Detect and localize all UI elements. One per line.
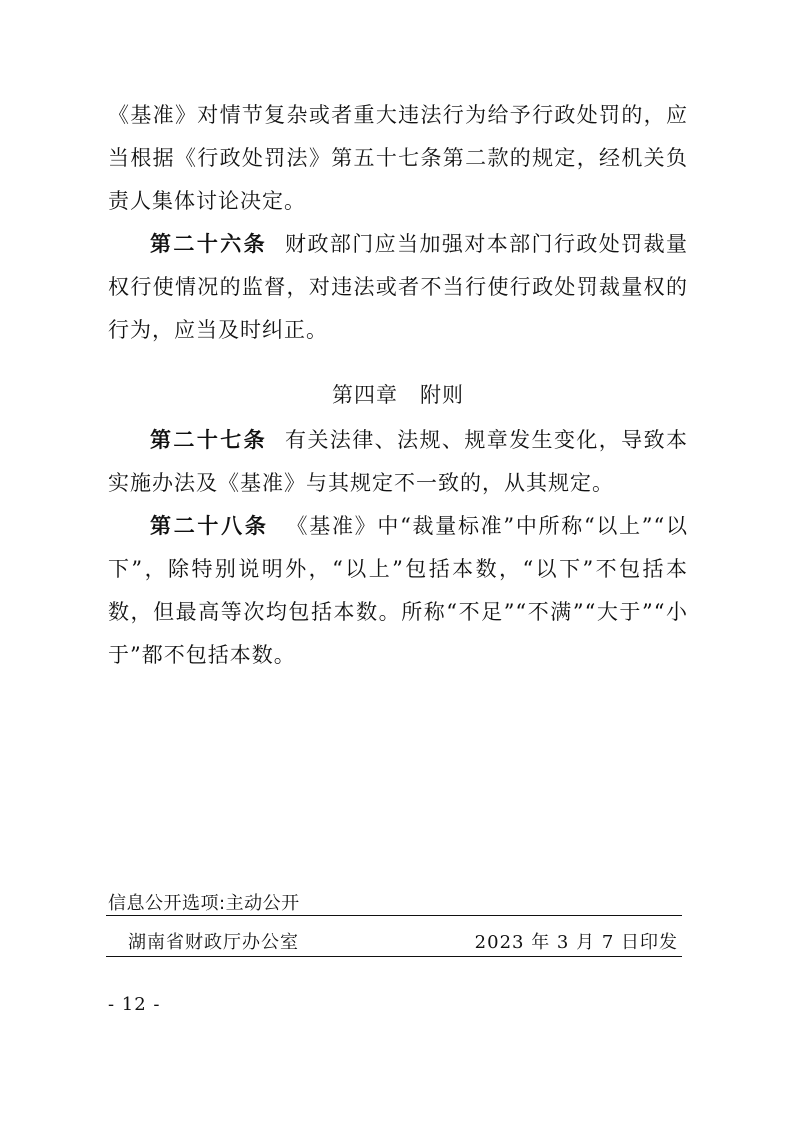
chapter-heading (108, 374, 688, 417)
article-28 (108, 505, 688, 677)
issue-date: 2023 年 3 月 7 日印发 (474, 932, 678, 953)
issuing-office: 湖南省财政厅办公室 (128, 932, 299, 953)
info-disclosure-option: 信息公开选项:主动公开 (108, 893, 300, 914)
article-28-number: 第二十八条 (150, 514, 269, 538)
article-26-text: 财政部门应当加强对本部门行政处罚裁量权行使情况的监督，对违法或者不当行使行政处罚裁量权的行为，应当及时纠正。 (108, 232, 688, 342)
article-27 (108, 419, 688, 505)
article-27-text: 有关法律、法规、规章发生变化，导致本实施办法及《基准》与其规定不一致的，从其规定。 (108, 428, 688, 495)
footer-top-rule (106, 915, 682, 916)
article-27-number: 第二十七条 (150, 428, 268, 452)
paragraph-continuation: 《基准》对情节复杂或者重大违法行为给予行政处罚的，应当根据《行政处罚法》第五十七条第二款的规定，经机关负责人集体讨论决定。 (108, 103, 688, 213)
article-26-number: 第二十六条 (150, 232, 268, 256)
imprint-row (106, 920, 682, 956)
document-body (108, 94, 688, 677)
chapter-title: 附则 (420, 383, 464, 407)
footer-bottom-rule (106, 956, 682, 957)
article-26 (108, 223, 688, 352)
chapter-number: 第四章 (332, 383, 398, 407)
article-28-text: 《基准》中“裁量标准”中所称“以上”“以下”，除特别说明外，“以上”包括本数，“以下”不包括本数，但最高等次均包括本数。所称“不足”“不满”“大于”“小于”都不包括本数。 (108, 514, 688, 667)
page-number: - 12 - (108, 994, 161, 1015)
